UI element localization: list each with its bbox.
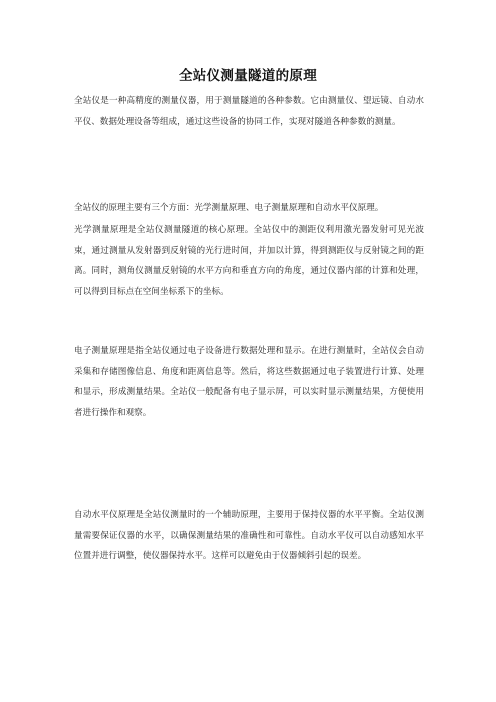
paragraph-intro: 全站仪是一种高精度的测量仪器，用于测量隧道的各种参数。它由测量仪、望远镜、自动水平仪、数据处理设备等组成，通过这些设备的协同工作，实现对隧道各种参数的测量。 — [74, 96, 424, 127]
paragraph-principles-overview: 全站仪的原理主要有三个方面：光学测量原理、电子测量原理和自动水平仪原理。 — [74, 203, 384, 213]
paragraph-optical-principle: 光学测量原理是全站仪测量隧道的核心原理。全站仪中的测距仪利用激光器发射可见光波束，通过测量从发射器到反射镜的光行进时间，并加以计算，得到测距仪与反射镜之间的距离。同时，测角仪测量反射镜的水平方向和垂直方向的角度，通过仪器内部的计算和处理，可以得到目标点在空间坐标系下的坐标。 — [74, 225, 424, 297]
paragraph-auto-level-principle: 自动水平仪原理是全站仪测量时的一个辅助原理，主要用于保持仪器的水平平衡。全站仪测量需要保证仪器的水平，以确保测量结果的准确性和可靠性。自动水平仪可以自动感知水平位置并进行调整，使仪器保持水平。这样可以避免由于仪器倾斜引起的误差。 — [74, 510, 424, 561]
document-title: 全站仪测量隧道的原理 — [179, 68, 317, 84]
paragraph-electronic-principle: 电子测量原理是指全站仪通过电子设备进行数据处理和显示。在进行测量时，全站仪会自动采集和存储图像信息、角度和距离信息等。然后，将这些数据通过电子装置进行计算、处理和显示，形成测量结果。全站仪一般配备有电子显示屏，可以实时显示测量结果，方便使用者进行操作和观察。 — [74, 346, 424, 418]
